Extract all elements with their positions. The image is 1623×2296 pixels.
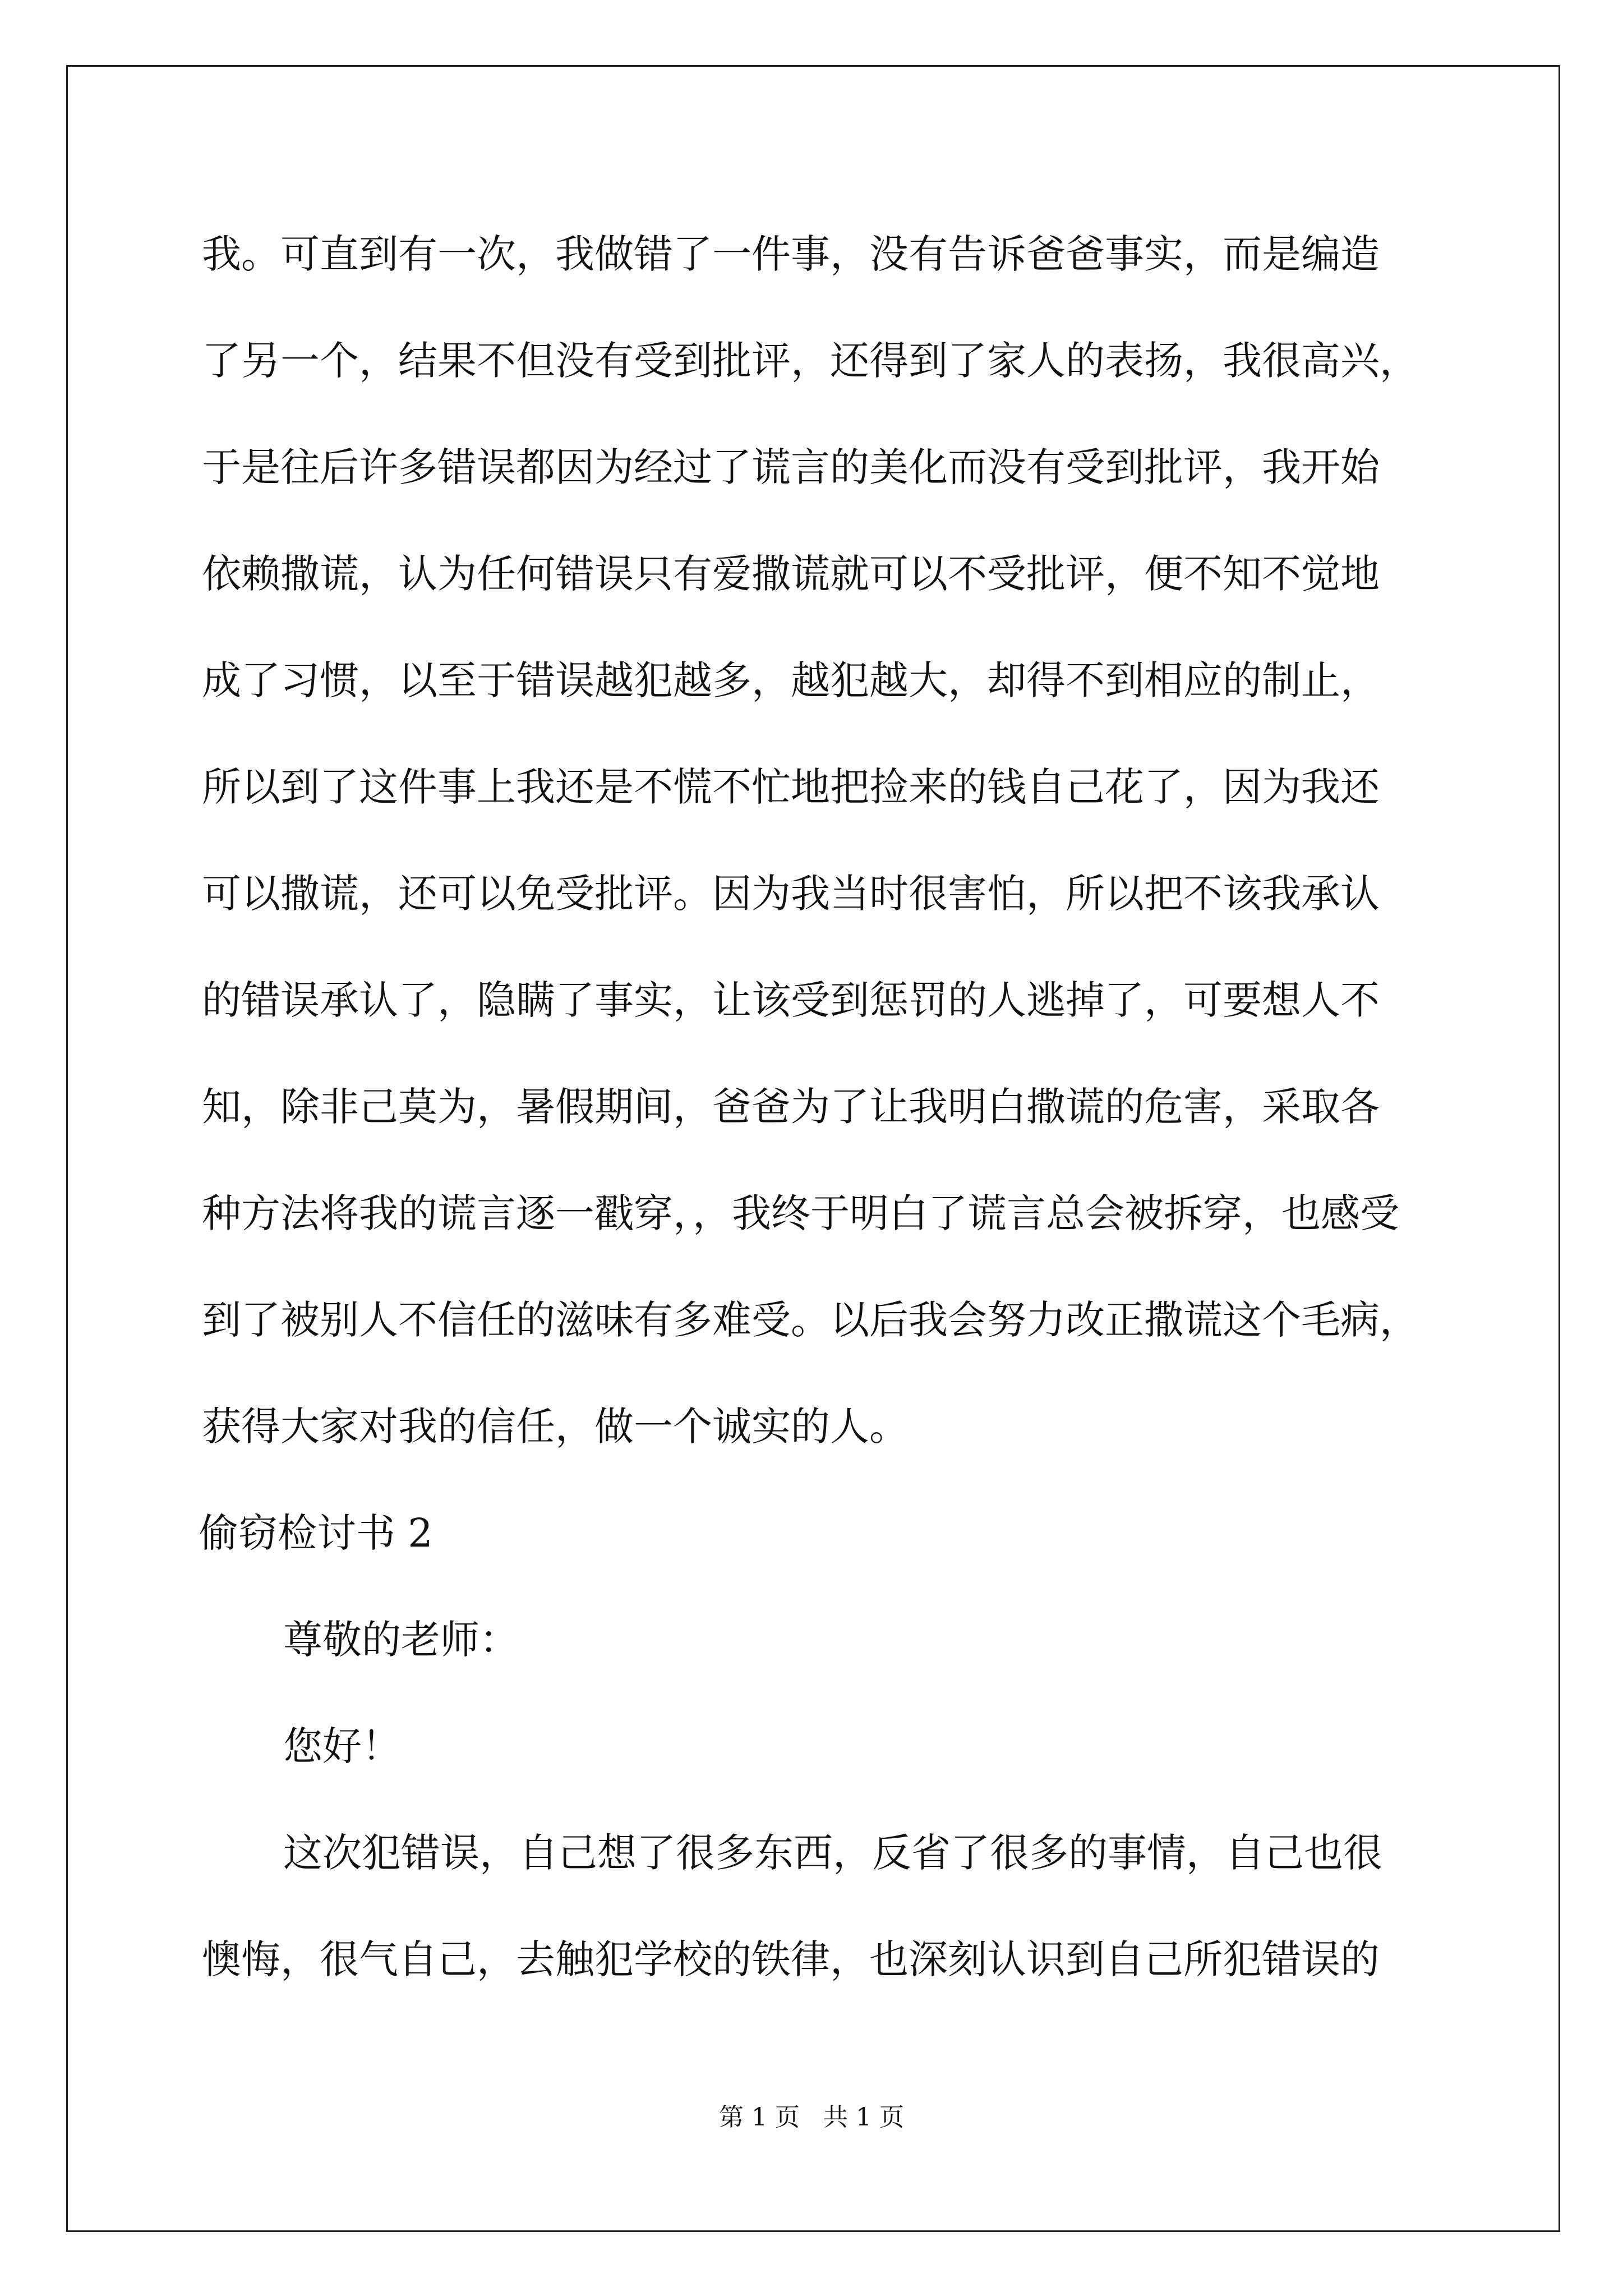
body-line: 这次犯错误，自己想了很多东西，反省了很多的事情，自己也很 <box>283 1830 1382 1876</box>
section-title: 偷窃检讨书 2 <box>199 1510 433 1556</box>
body-line: 知，除非己莫为，暑假期间，爸爸为了让我明白撒谎的危害，采取各 <box>202 1084 1380 1130</box>
body-line: 我。可直到有一次，我做错了一件事，没有告诉爸爸事实，而是编造 <box>202 231 1380 277</box>
page-border <box>66 65 1560 2232</box>
page-number-footer: 第 1 页 共 1 页 <box>719 2103 904 2132</box>
body-line: 懊悔，很气自己，去触犯学校的铁律，也深刻认识到自己所犯错误的 <box>202 1936 1380 1982</box>
body-line: 于是往后许多错误都因为经过了谎言的美化而没有受到批评，我开始 <box>202 444 1380 490</box>
body-line: 成了习惯，以至于错误越犯越多，越犯越大，却得不到相应的制止， <box>202 657 1380 703</box>
body-line: 依赖撒谎，认为任何错误只有爱撒谎就可以不受批评，便不知不觉地 <box>202 551 1380 597</box>
body-line: 的错误承认了，隐瞒了事实，让该受到惩罚的人逃掉了，可要想人不 <box>202 977 1380 1023</box>
body-line: 获得大家对我的信任，做一个诚实的人。 <box>202 1404 909 1450</box>
body-line: 到了被别人不信任的滋味有多难受。以后我会努力改正撒谎这个毛病， <box>202 1297 1419 1343</box>
body-line: 可以撒谎，还可以免受批评。因为我当时很害怕，所以把不该我承认 <box>202 871 1380 917</box>
body-line: 了另一个，结果不但没有受到批评，还得到了家人的表扬，我很高兴， <box>202 338 1419 384</box>
body-line: 所以到了这件事上我还是不慌不忙地把捡来的钱自己花了，因为我还 <box>202 764 1380 810</box>
body-line: 种方法将我的谎言逐一戳穿，，我终于明白了谎言总会被拆穿，也感受 <box>202 1190 1399 1236</box>
salutation: 尊敬的老师： <box>283 1617 519 1663</box>
greeting: 您好！ <box>283 1723 401 1769</box>
